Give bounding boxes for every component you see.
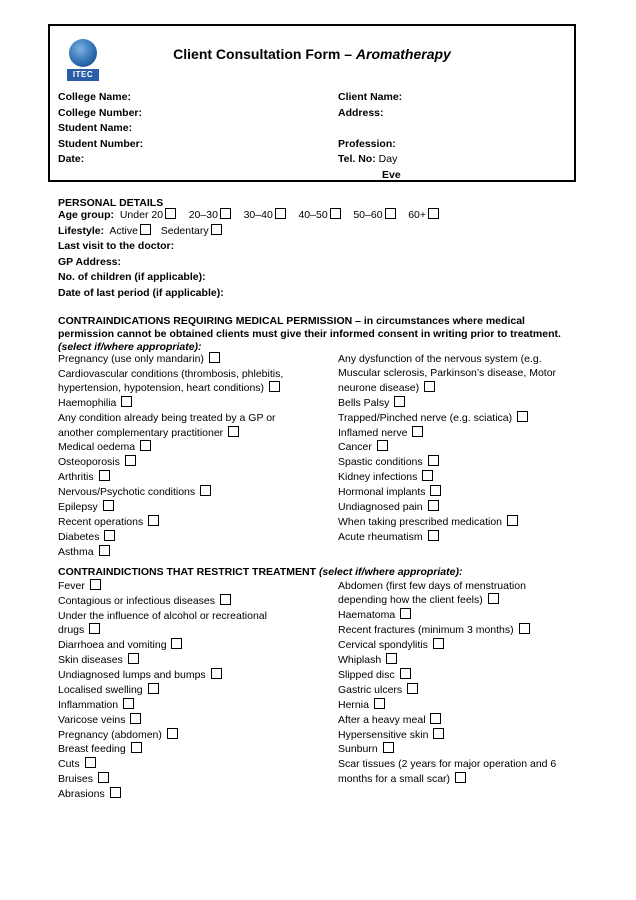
age-group-row	[58, 208, 440, 224]
last-visit-doctor-field[interactable]: Last visit to the doctor:	[58, 240, 175, 252]
age-30-40: 30–40	[243, 209, 273, 221]
checkbox[interactable]	[228, 426, 239, 437]
restrict-title: CONTRAINDICTIONS THAT RESTRICT TREATMENT	[58, 566, 319, 578]
checkbox[interactable]	[433, 638, 444, 649]
list-item: Bells Palsy	[338, 396, 573, 410]
list-item: Recent fractures (minimum 3 months)	[338, 623, 570, 637]
checkbox[interactable]	[412, 426, 423, 437]
list-item: Nervous/Psychotic conditions	[58, 485, 323, 499]
title-main: Client Consultation Form –	[173, 46, 356, 62]
list-item: Inflamed nerve	[338, 426, 573, 440]
checkbox[interactable]	[422, 470, 433, 481]
checkbox[interactable]	[125, 455, 136, 466]
list-item: Fever	[58, 579, 288, 593]
checkbox[interactable]	[167, 728, 178, 739]
restrict-right-list	[338, 579, 570, 787]
restrict-left-list	[58, 579, 288, 802]
checkbox[interactable]	[90, 579, 101, 590]
list-item: Cuts	[58, 757, 288, 771]
form-title	[50, 46, 574, 62]
age-60plus-checkbox[interactable]	[428, 208, 439, 219]
list-item: Acute rheumatism	[338, 530, 573, 544]
client-name-field[interactable]: Client Name:	[338, 91, 403, 103]
list-item: Abdomen (first few days of menstruation depending how the client feels)	[338, 580, 526, 607]
title-italic: Aromatherapy	[355, 46, 451, 62]
checkbox[interactable]	[517, 411, 528, 422]
checkbox[interactable]	[123, 698, 134, 709]
medical-permission-section	[58, 315, 583, 354]
list-item: Arthritis	[58, 470, 323, 484]
restrict-note: (select if/where appropriate):	[318, 566, 463, 578]
list-item: When taking prescribed medication	[338, 515, 573, 529]
list-item: Trapped/Pinched nerve (e.g. sciatica)	[338, 411, 573, 425]
student-name-field[interactable]: Student Name:	[58, 122, 133, 134]
personal-details-section	[58, 196, 440, 301]
header-left-fields	[58, 90, 143, 168]
list-item: Epilepsy	[58, 500, 323, 514]
checkbox[interactable]	[430, 485, 441, 496]
lifestyle-active-checkbox[interactable]	[140, 224, 151, 235]
list-item: Osteoporosis	[58, 455, 323, 469]
checkbox[interactable]	[104, 530, 115, 541]
list-item: Diabetes	[58, 530, 323, 544]
list-item: Gastric ulcers	[338, 683, 570, 697]
tel-field[interactable]	[338, 152, 402, 168]
lifestyle-active: Active	[109, 224, 138, 237]
checkbox[interactable]	[424, 381, 435, 392]
medical-left-list	[58, 352, 323, 560]
checkbox[interactable]	[377, 440, 388, 451]
gp-address-field[interactable]: GP Address:	[58, 255, 122, 268]
checkbox[interactable]	[98, 772, 109, 783]
checkbox[interactable]	[103, 500, 114, 511]
list-item: Kidney infections	[338, 470, 573, 484]
list-item: Undiagnosed lumps and bumps	[58, 668, 288, 682]
list-item: Under the influence of alcohol or recreational drugs	[58, 609, 267, 637]
list-item: Slipped disc	[338, 668, 570, 682]
list-item: After a heavy meal	[338, 713, 570, 727]
list-item: Contagious or infectious diseases	[58, 594, 288, 608]
checkbox[interactable]	[488, 593, 499, 604]
student-number-field[interactable]: Student Number:	[58, 137, 144, 150]
checkbox[interactable]	[99, 545, 110, 556]
checkbox[interactable]	[209, 352, 220, 363]
checkbox[interactable]	[148, 683, 159, 694]
list-item: Scar tissues (2 years for major operation and 6 months for a small scar)	[338, 758, 557, 785]
checkbox[interactable]	[211, 668, 222, 679]
checkbox[interactable]	[128, 653, 139, 664]
checkbox[interactable]	[507, 515, 518, 526]
checkbox[interactable]	[269, 381, 280, 392]
list-item: Whiplash	[338, 653, 570, 667]
list-item: Cancer	[338, 440, 573, 454]
list-item: Inflammation	[58, 698, 288, 712]
college-number-field[interactable]: College Number:	[58, 106, 143, 119]
list-item: Breast feeding	[58, 742, 288, 756]
checkbox[interactable]	[400, 608, 411, 619]
age-20-30: 20–30	[188, 209, 218, 221]
list-item: Any condition already being treated by a GP or another complementary practitioner	[58, 412, 276, 439]
checkbox[interactable]	[455, 772, 466, 783]
list-item: Hormonal implants	[338, 485, 573, 499]
list-item: Pregnancy (use only mandarin)	[58, 352, 323, 366]
age-30-40-checkbox[interactable]	[275, 208, 286, 219]
checkbox[interactable]	[85, 757, 96, 768]
college-name-field[interactable]: College Name:	[58, 91, 131, 103]
list-item: Skin diseases	[58, 653, 288, 667]
age-20-30-checkbox[interactable]	[220, 208, 231, 219]
age-60plus: 60+	[408, 209, 427, 221]
list-item: Haematoma	[338, 608, 570, 622]
checkbox[interactable]	[394, 396, 405, 407]
list-item: Undiagnosed pain	[338, 500, 573, 514]
lifestyle-sedentary: Sedentary	[160, 224, 209, 237]
list-item: Cervical spondylitis	[338, 638, 570, 652]
checkbox[interactable]	[400, 668, 411, 679]
age-under20: Under 20	[119, 209, 164, 221]
list-item: Hypersensitive skin	[338, 728, 570, 742]
checkbox[interactable]	[130, 713, 141, 724]
age-50-60-checkbox[interactable]	[385, 208, 396, 219]
checkbox[interactable]	[131, 742, 142, 753]
medical-right-list	[338, 352, 573, 545]
checkbox[interactable]	[121, 396, 132, 407]
header-right-fields	[338, 90, 402, 183]
checkbox[interactable]	[386, 653, 397, 664]
header-box	[48, 24, 576, 182]
checkbox[interactable]	[407, 683, 418, 694]
logo-text: ITEC	[67, 69, 99, 81]
tel-day: Day	[375, 153, 398, 165]
list-item: Bruises	[58, 772, 288, 786]
checkbox[interactable]	[428, 530, 439, 541]
list-item: Hernia	[338, 698, 570, 712]
checkbox[interactable]	[430, 713, 441, 724]
list-item: Spastic conditions	[338, 455, 573, 469]
age-50-60: 50–60	[353, 209, 383, 221]
list-item: Diarrhoea and vomiting	[58, 638, 288, 652]
medical-note: (select if/where appropriate):	[58, 341, 202, 353]
checkbox[interactable]	[200, 485, 211, 496]
list-item: Recent operations	[58, 515, 323, 529]
list-item: Localised swelling	[58, 683, 288, 697]
checkbox[interactable]	[148, 515, 159, 526]
checkbox[interactable]	[383, 742, 394, 753]
lifestyle-label: Lifestyle:	[58, 224, 105, 237]
checkbox[interactable]	[140, 440, 151, 451]
list-item: Pregnancy (abdomen)	[58, 728, 288, 742]
personal-details-title: PERSONAL DETAILS	[58, 197, 164, 209]
medical-title-line2: permission cannot be obtained clients must give their informed consent in writing prior to treatment.	[58, 328, 561, 340]
checkbox[interactable]	[519, 623, 530, 634]
list-item: Varicose veins	[58, 713, 288, 727]
list-item: Haemophilia	[58, 396, 323, 410]
profession-field[interactable]: Profession:	[338, 137, 396, 150]
last-period-field[interactable]: Date of last period (if applicable):	[58, 286, 224, 299]
checkbox[interactable]	[433, 728, 444, 739]
restrict-section	[58, 566, 583, 579]
list-item: Cardiovascular conditions (thrombosis, phlebitis, hypertension, hypotension, heart conditions)	[58, 367, 284, 395]
checkbox[interactable]	[99, 470, 110, 481]
children-field[interactable]: No. of children (if applicable):	[58, 271, 206, 283]
age-group-label: Age group:	[58, 209, 114, 221]
age-under20-checkbox[interactable]	[165, 208, 176, 219]
lifestyle-row	[58, 224, 440, 240]
list-item: Asthma	[58, 545, 323, 559]
checkbox[interactable]	[89, 623, 100, 634]
checkbox[interactable]	[110, 787, 121, 798]
tel-eve[interactable]: Eve	[382, 168, 401, 181]
age-40-50: 40–50	[298, 209, 328, 221]
address-field[interactable]: Address:	[338, 106, 384, 119]
checkbox[interactable]	[428, 500, 439, 511]
date-field[interactable]: Date:	[58, 153, 85, 165]
list-item: Sunburn	[338, 742, 570, 756]
list-item: Medical oedema	[58, 440, 323, 454]
checkbox[interactable]	[220, 594, 231, 605]
age-40-50-checkbox[interactable]	[330, 208, 341, 219]
tel-label: Tel. No:	[338, 153, 376, 165]
medical-title-line1: CONTRAINDICATIONS REQUIRING MEDICAL PERMISSION – in circumstances where medical	[58, 315, 525, 327]
list-item: Abrasions	[58, 787, 288, 801]
lifestyle-sedentary-checkbox[interactable]	[211, 224, 222, 235]
list-item: Any dysfunction of the nervous system (e.g. Muscular sclerosis, Parkinson’s disease, Motor neurone disease)	[338, 353, 557, 394]
checkbox[interactable]	[374, 698, 385, 709]
checkbox[interactable]	[428, 455, 439, 466]
checkbox[interactable]	[171, 638, 182, 649]
